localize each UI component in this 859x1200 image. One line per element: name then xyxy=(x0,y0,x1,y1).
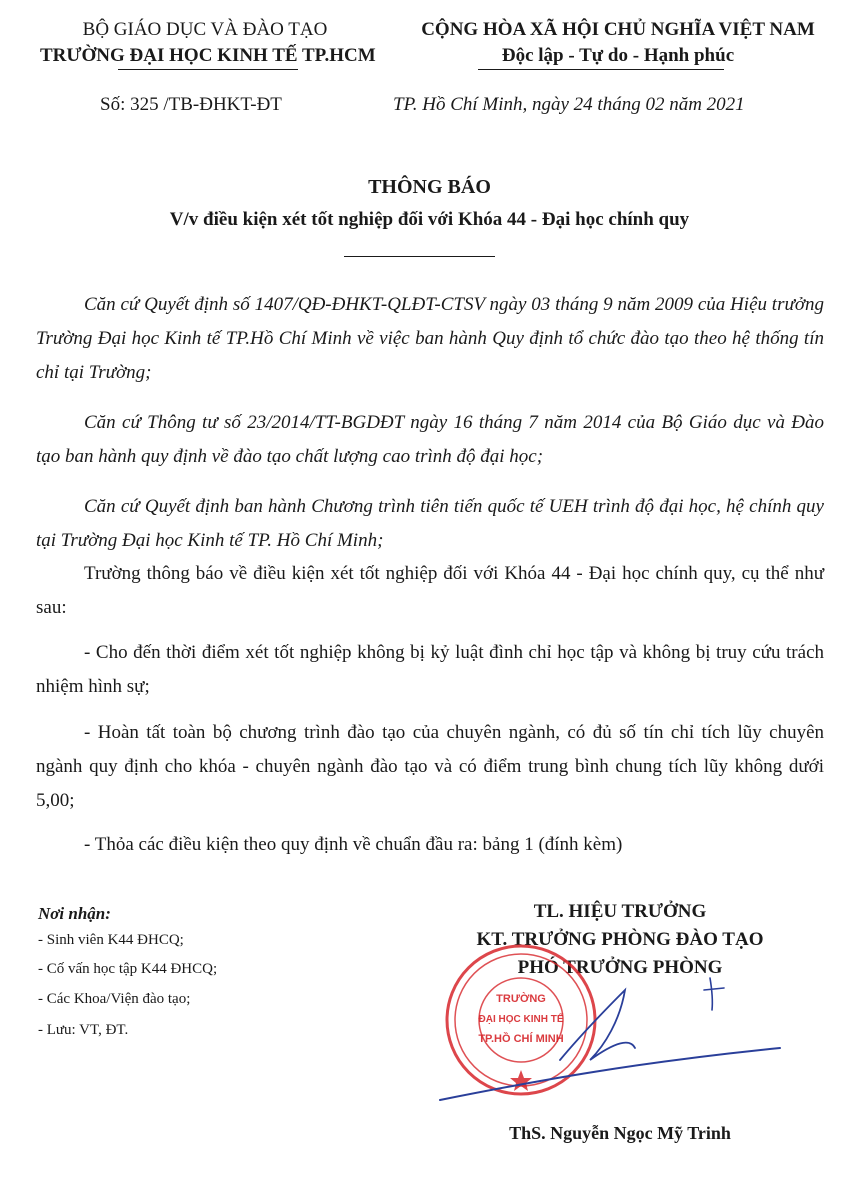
signature-authority-line-1: TL. HIỆU TRƯỞNG xyxy=(533,901,707,922)
document-subject: V/v điều kiện xét tốt nghiệp đối với Khóa 44 - Đại học chính quy xyxy=(169,209,690,230)
signature-authority-line-2: KT. TRƯỞNG PHÒNG ĐÀO TẠO xyxy=(476,929,764,950)
legal-basis-3: Căn cứ Quyết định ban hành Chương trình tiên tiến quốc tế UEH trình độ đại học, hệ chính quy tại Trường Đại học Kinh tế TP. Hồ Chí Minh; xyxy=(36,496,824,551)
national-motto: Độc lập - Tự do - Hạnh phúc xyxy=(501,45,735,66)
document-title: THÔNG BÁO xyxy=(368,176,491,198)
recipients-heading: Nơi nhận: xyxy=(38,904,111,923)
ministry-name: BỘ GIÁO DỤC VÀ ĐÀO TẠO xyxy=(82,19,328,40)
recipient-item: - Các Khoa/Viện đào tạo; xyxy=(38,991,191,1007)
title-divider xyxy=(344,256,495,257)
country-name: CỘNG HÒA XÃ HỘI CHỦ NGHĨA VIỆT NAM xyxy=(421,19,815,40)
legal-basis-1: Căn cứ Quyết định số 1407/QĐ-ĐHKT-QLĐT-CTSV ngày 03 tháng 9 năm 2009 của Hiệu trưởng Trường Đại học Kinh tế TP.Hồ Chí Minh về việc ban hành Quy định tổ chức đào tạo theo hệ thống tín chỉ tại Trường; xyxy=(36,294,824,383)
seal-text-1: TRƯỜNG xyxy=(496,993,546,1005)
signature-title: PHÓ TRƯỞNG PHÒNG xyxy=(517,957,723,978)
school-name: TRƯỜNG ĐẠI HỌC KINH TẾ TP.HCM xyxy=(40,45,376,66)
recipient-item: - Cố vấn học tập K44 ĐHCQ; xyxy=(38,961,218,977)
announcement-intro: Trường thông báo về điều kiện xét tốt nghiệp đối với Khóa 44 - Đại học chính quy, cụ thể như sau: xyxy=(36,563,824,618)
condition-3: - Thỏa các điều kiện theo quy định về chuẩn đầu ra: bảng 1 (đính kèm) xyxy=(84,834,623,855)
seal-text-3: TP.HỒ CHÍ MINH xyxy=(478,1033,564,1045)
seal-text-2: ĐẠI HỌC KINH TẾ xyxy=(478,1014,564,1025)
legal-basis-2: Căn cứ Thông tư số 23/2014/TT-BGDĐT ngày 16 tháng 7 năm 2014 của Bộ Giáo dục và Đào tạo ban hành quy định về đào tạo chất lượng cao trình độ đại học; xyxy=(36,412,824,467)
condition-1: - Cho đến thời điểm xét tốt nghiệp không bị kỷ luật đình chỉ học tập và không bị truy cứu trách nhiệm hình sự; xyxy=(36,642,824,697)
place-and-date: TP. Hồ Chí Minh, ngày 24 tháng 02 năm 2021 xyxy=(393,94,745,115)
school-name-underline xyxy=(118,69,298,70)
recipient-item: - Lưu: VT, ĐT. xyxy=(38,1022,129,1038)
recipient-item: - Sinh viên K44 ĐHCQ; xyxy=(38,932,184,948)
document-number: Số: 325 /TB-ĐHKT-ĐT xyxy=(100,94,282,115)
motto-underline xyxy=(478,69,724,70)
condition-2: - Hoàn tất toàn bộ chương trình đào tạo của chuyên ngành, có đủ số tín chỉ tích lũy chuyên ngành quy định cho khóa - chuyên ngành đào tạo và có điểm trung bình chung tích lũy không dưới 5,00; xyxy=(36,722,824,811)
signer-name: ThS. Nguyễn Ngọc Mỹ Trinh xyxy=(509,1123,731,1143)
handwritten-signature xyxy=(420,950,820,1110)
